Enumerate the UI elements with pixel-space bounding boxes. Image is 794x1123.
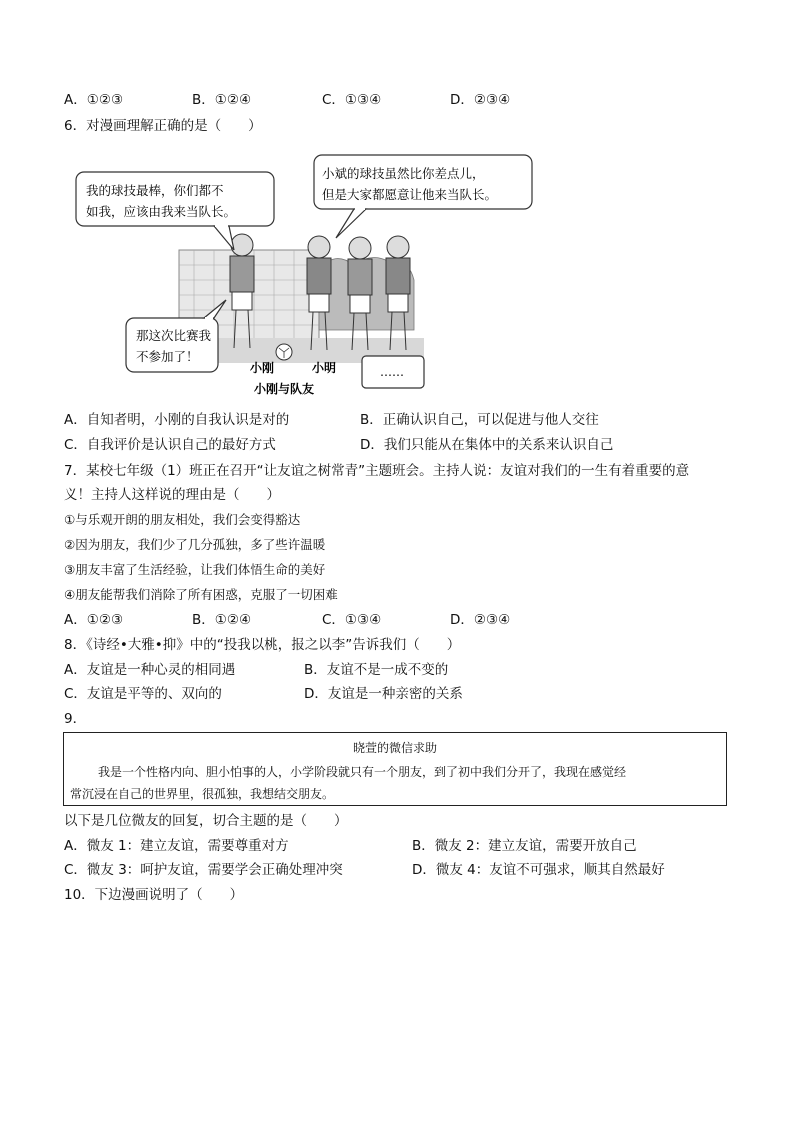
bubble-right-line1: 小斌的球技虽然比你差点儿， xyxy=(322,166,485,181)
q6-option-c[interactable]: C．自我评价是认识自己的最好方式 xyxy=(64,437,276,453)
q5-option-c[interactable]: C．①③④ xyxy=(322,92,382,108)
q7-statement-1: ①与乐观开朗的朋友相处，我们会变得豁达 xyxy=(64,512,301,527)
q7-statement-3: ③朋友丰富了生活经验，让我们体悟生命的美好 xyxy=(64,562,326,577)
q9-box-text-line1: 我是一个性格内向、胆小怕事的人，小学阶段就只有一个朋友，到了初中我们分开了，我现在感觉经 xyxy=(98,765,627,779)
q6-option-a[interactable]: A．自知者明，小刚的自我认识是对的 xyxy=(64,412,290,428)
q5-option-b[interactable]: B．①②④ xyxy=(192,92,252,108)
q5-option-a[interactable]: A．①②③ xyxy=(64,92,124,108)
q9-box-text-line2: 常沉浸在自己的世界里，很孤独，我想结交朋友。 xyxy=(70,787,335,801)
name-xiaogang: 小刚 xyxy=(250,361,275,375)
q8-option-b[interactable]: B．友谊不是一成不变的 xyxy=(304,662,449,678)
bubble-left-line1: 我的球技最棒，你们都不 xyxy=(86,183,224,198)
bubble-left-line2: 如我，应该由我来当队长。 xyxy=(86,204,237,219)
q9-material-box xyxy=(63,732,727,806)
q8-option-a[interactable]: A．友谊是一种心灵的相同遇 xyxy=(64,662,236,678)
q7-option-b[interactable]: B．①②④ xyxy=(192,612,252,628)
q7-option-c[interactable]: C．①③④ xyxy=(322,612,382,628)
q9-box-title: 晓萱的微信求助 xyxy=(352,741,437,755)
q10-stem: 10．下边漫画说明了（ ） xyxy=(64,887,244,903)
q6-option-d[interactable]: D．我们只能从在集体中的关系来认识自己 xyxy=(360,437,614,453)
bubble-bottom-line2: 不参加了！ xyxy=(136,349,199,364)
q7-stem-line2: 义！主持人这样说的理由是（ ） xyxy=(64,487,280,503)
q6-cartoon xyxy=(64,150,498,404)
q8-option-d[interactable]: D．友谊是一种亲密的关系 xyxy=(304,686,463,702)
q5-option-d[interactable]: D．②③④ xyxy=(450,92,511,108)
q7-option-d[interactable]: D．②③④ xyxy=(450,612,511,628)
bubble-dots: …… xyxy=(380,365,404,379)
q7-statement-2: ②因为朋友，我们少了几分孤独，多了些许温暖 xyxy=(64,537,326,552)
q7-stem-line1: 7．某校七年级（1）班正在召开“让友谊之树常青”主题班会。主持人说：友谊对我们的一生有着重要的意 xyxy=(64,463,690,479)
q9-number: 9． xyxy=(64,711,87,727)
q9-option-b[interactable]: B．微友 2：建立友谊，需要开放自己 xyxy=(412,838,637,854)
q8-option-c[interactable]: C．友谊是平等的、双向的 xyxy=(64,686,222,702)
cartoon-illustration xyxy=(64,150,498,404)
q9-option-a[interactable]: A．微友 1：建立友谊，需要尊重对方 xyxy=(64,838,289,854)
q9-stem: 以下是几位微友的回复，切合主题的是（ ） xyxy=(64,813,348,829)
q7-option-a[interactable]: A．①②③ xyxy=(64,612,124,628)
q8-stem: 8．《诗经•大雅•抑》中的“投我以桃，报之以李”告诉我们（ ） xyxy=(64,637,461,653)
bubble-right-line2: 但是大家都愿意让他来当队长。 xyxy=(322,187,498,202)
q7-statement-4: ④朋友能帮我们消除了所有困惑，克服了一切困难 xyxy=(64,587,338,602)
bubble-bottom-line1: 那这次比赛我 xyxy=(136,328,212,343)
name-xiaoming: 小明 xyxy=(312,361,337,375)
cartoon-caption: 小刚与队友 xyxy=(254,382,315,396)
q6-stem: 6．对漫画理解正确的是（ ） xyxy=(64,118,262,134)
q9-option-d[interactable]: D．微友 4：友谊不可强求，顺其自然最好 xyxy=(412,862,665,878)
q6-option-b[interactable]: B．正确认识自己，可以促进与他人交往 xyxy=(360,412,599,428)
q9-option-c[interactable]: C．微友 3：呵护友谊，需要学会正确处理冲突 xyxy=(64,862,343,878)
